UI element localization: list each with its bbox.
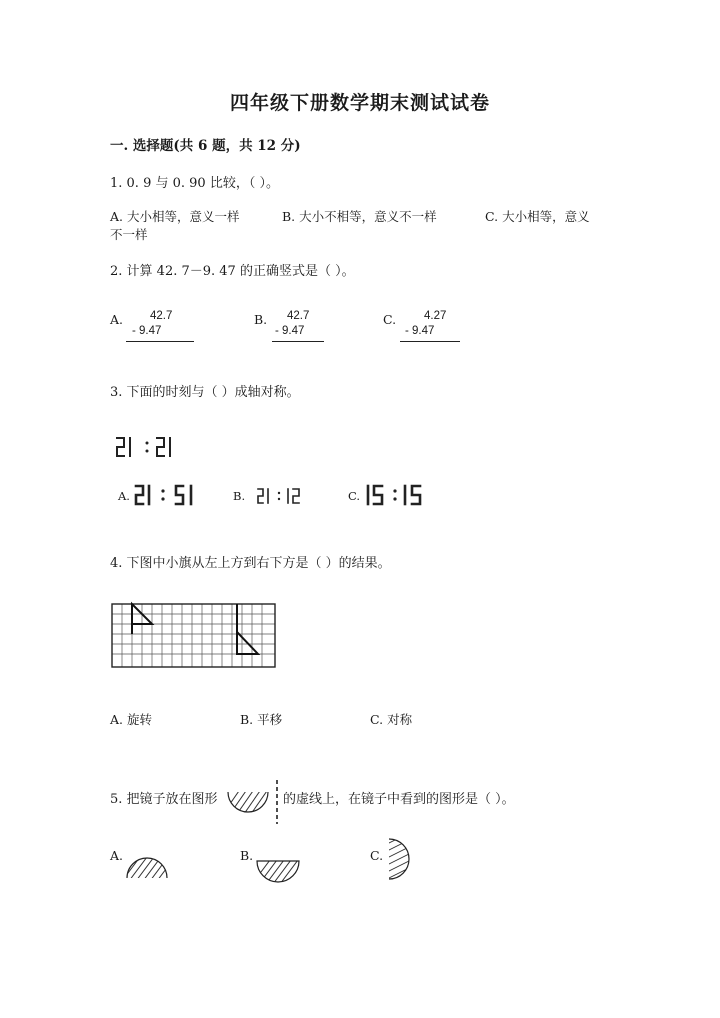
calc-c-top: 4.27 (424, 310, 447, 322)
question-1-option-b[interactable]: B. 大小不相等，意义不一样 (282, 209, 437, 224)
option-b-lower-half-circle (256, 860, 300, 884)
question-1-option-c[interactable]: C. 大小相等，意义 (485, 209, 590, 224)
question-3-stem: 3. 下面的时刻与（ ）成轴对称。 (110, 385, 300, 400)
digital-clock-21-21 (116, 437, 178, 457)
calc-c-rule (400, 341, 460, 342)
question-4-option-a[interactable]: A. 旋转 (110, 712, 152, 727)
option-c-right-half-circle (387, 838, 411, 880)
question-3-option-c-label[interactable]: C. (348, 489, 361, 503)
question-5-option-b-label[interactable]: B. (240, 848, 254, 863)
question-2-stem: 2. 计算 42. 7－9. 47 的正确竖式是（ ）。 (110, 264, 355, 279)
calc-b-top: 42.7 (287, 310, 310, 322)
question-4-option-b[interactable]: B. 平移 (240, 712, 283, 727)
question-1-option-c-continued: 不一样 (110, 227, 148, 242)
question-2-option-b-label[interactable]: B. (254, 312, 268, 327)
question-3-option-b-label[interactable]: B. (233, 489, 246, 503)
question-2-option-c-label[interactable]: C. (383, 312, 397, 327)
question-1-stem: 1. 0. 9 与 0. 90 比较，（ ）。 (110, 176, 279, 191)
digital-clock-21-51 (135, 485, 197, 505)
calc-a-rule (126, 341, 194, 342)
question-4-stem: 4. 下图中小旗从左上方到右下方是（ ）的结果。 (110, 556, 391, 571)
calc-b-rule (272, 341, 324, 342)
digital-clock-15-15 (367, 485, 427, 505)
option-a-upper-half-circle (126, 857, 168, 879)
calc-a-bottom: - 9.47 (132, 325, 162, 337)
calc-c-bottom: - 9.47 (405, 325, 435, 337)
question-4-option-c[interactable]: C. 对称 (370, 712, 413, 727)
question-5-option-c-label[interactable]: C. (370, 848, 384, 863)
section-heading: 一. 选择题(共 6 题，共 12 分) (110, 138, 301, 154)
question-5-stem-part2: 的虚线上，在镜子中看到的图形是（ ）。 (283, 792, 515, 807)
digital-clock-21-12 (257, 488, 305, 504)
question-1-option-a[interactable]: A. 大小相等，意义一样 (110, 209, 240, 224)
page-title: 四年级下册数学期末测试试卷 (229, 92, 490, 114)
calc-a-top: 42.7 (150, 310, 173, 322)
question-3-option-a-label[interactable]: A. (118, 489, 130, 503)
flag-grid-figure (112, 604, 275, 667)
half-circle-with-dashed-line (227, 780, 283, 824)
calc-b-bottom: - 9.47 (275, 325, 305, 337)
question-2-option-a-label[interactable]: A. (110, 312, 124, 327)
question-5-option-a-label[interactable]: A. (110, 848, 124, 863)
question-5-stem-part1: 5. 把镜子放在图形 (110, 792, 218, 807)
